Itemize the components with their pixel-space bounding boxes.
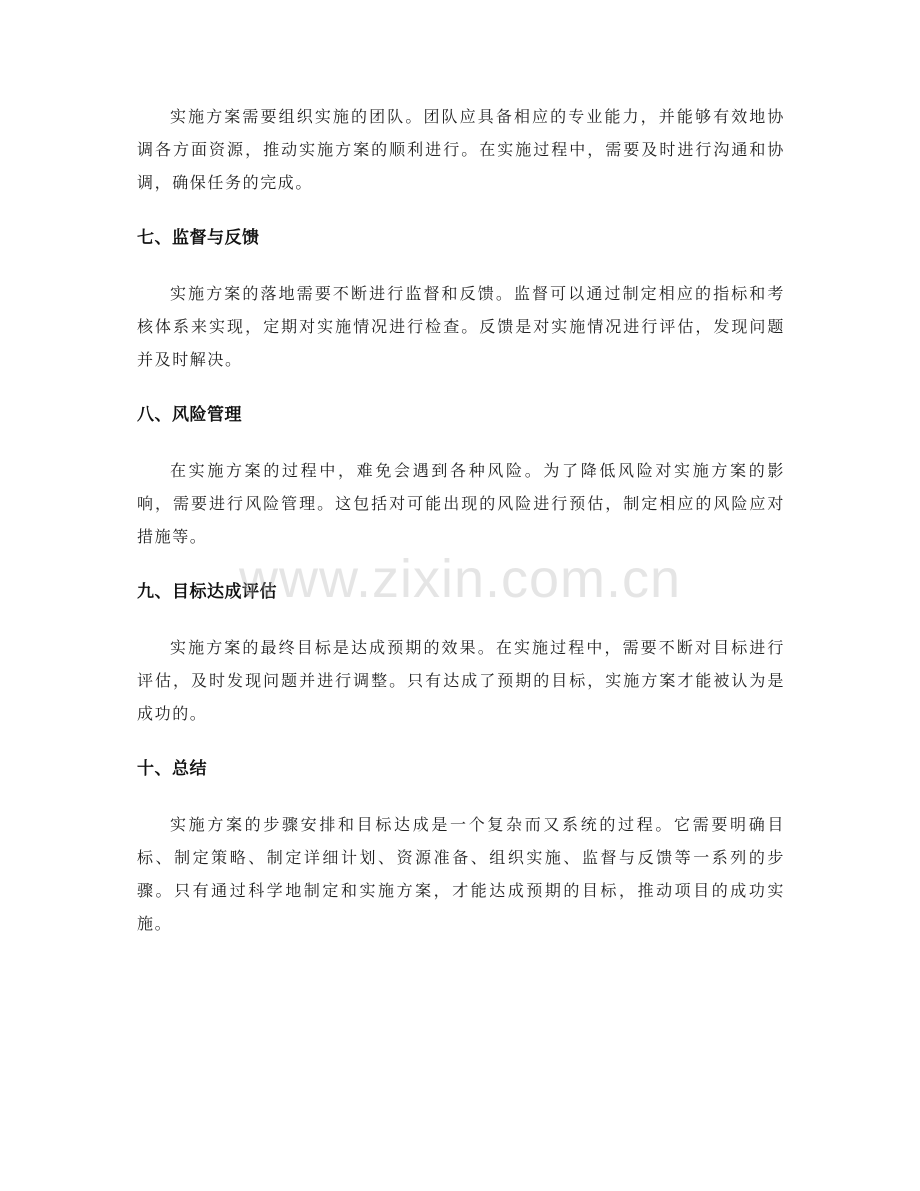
section-body-summary: 实施方案的步骤安排和目标达成是一个复杂而又系统的过程。它需要明确目标、制定策略、制定详细计划、资源准备、组织实施、监督与反馈等一系列的步骤。只有通过科学地制定和实施方案，才能达成预期的目标，推动项目的成功实施。 (137, 815, 785, 933)
spacer (137, 786, 785, 808)
section-heading-summary: 十、总结 (137, 759, 207, 779)
watermark-text: www.zixin.com.cn (238, 549, 682, 609)
spacer (137, 432, 785, 454)
section-body-supervision: 实施方案的落地需要不断进行监督和反馈。监督可以通过制定相应的指标和考核体系来实现，定期对实施情况进行检查。反馈是对实施情况进行评估，发现问题并及时解决。 (137, 284, 785, 369)
section-heading-risk: 八、风险管理 (137, 405, 242, 425)
section-body-goal-evaluation: 实施方案的最终目标是达成预期的效果。在实施过程中，需要不断对目标进行评估，及时发现问题并进行调整。只有达成了预期的目标，实施方案才能被认为是成功的。 (137, 638, 785, 723)
spacer (137, 376, 785, 399)
section-heading-goal-evaluation: 九、目标达成评估 (137, 582, 277, 602)
intro-paragraph: 实施方案需要组织实施的团队。团队应具备相应的专业能力，并能够有效地协调各方面资源，推动实施方案的顺利进行。在实施过程中，需要及时进行沟通和协调，确保任务的完成。 (137, 107, 785, 192)
spacer (137, 730, 785, 753)
spacer (137, 553, 785, 576)
section-heading-supervision: 七、监督与反馈 (137, 228, 260, 248)
spacer (137, 609, 785, 631)
document-page (137, 100, 785, 940)
spacer (137, 255, 785, 277)
spacer (137, 199, 785, 222)
section-body-risk: 在实施方案的过程中，难免会遇到各种风险。为了降低风险对实施方案的影响，需要进行风险管理。这包括对可能出现的风险进行预估，制定相应的风险应对措施等。 (137, 461, 785, 546)
